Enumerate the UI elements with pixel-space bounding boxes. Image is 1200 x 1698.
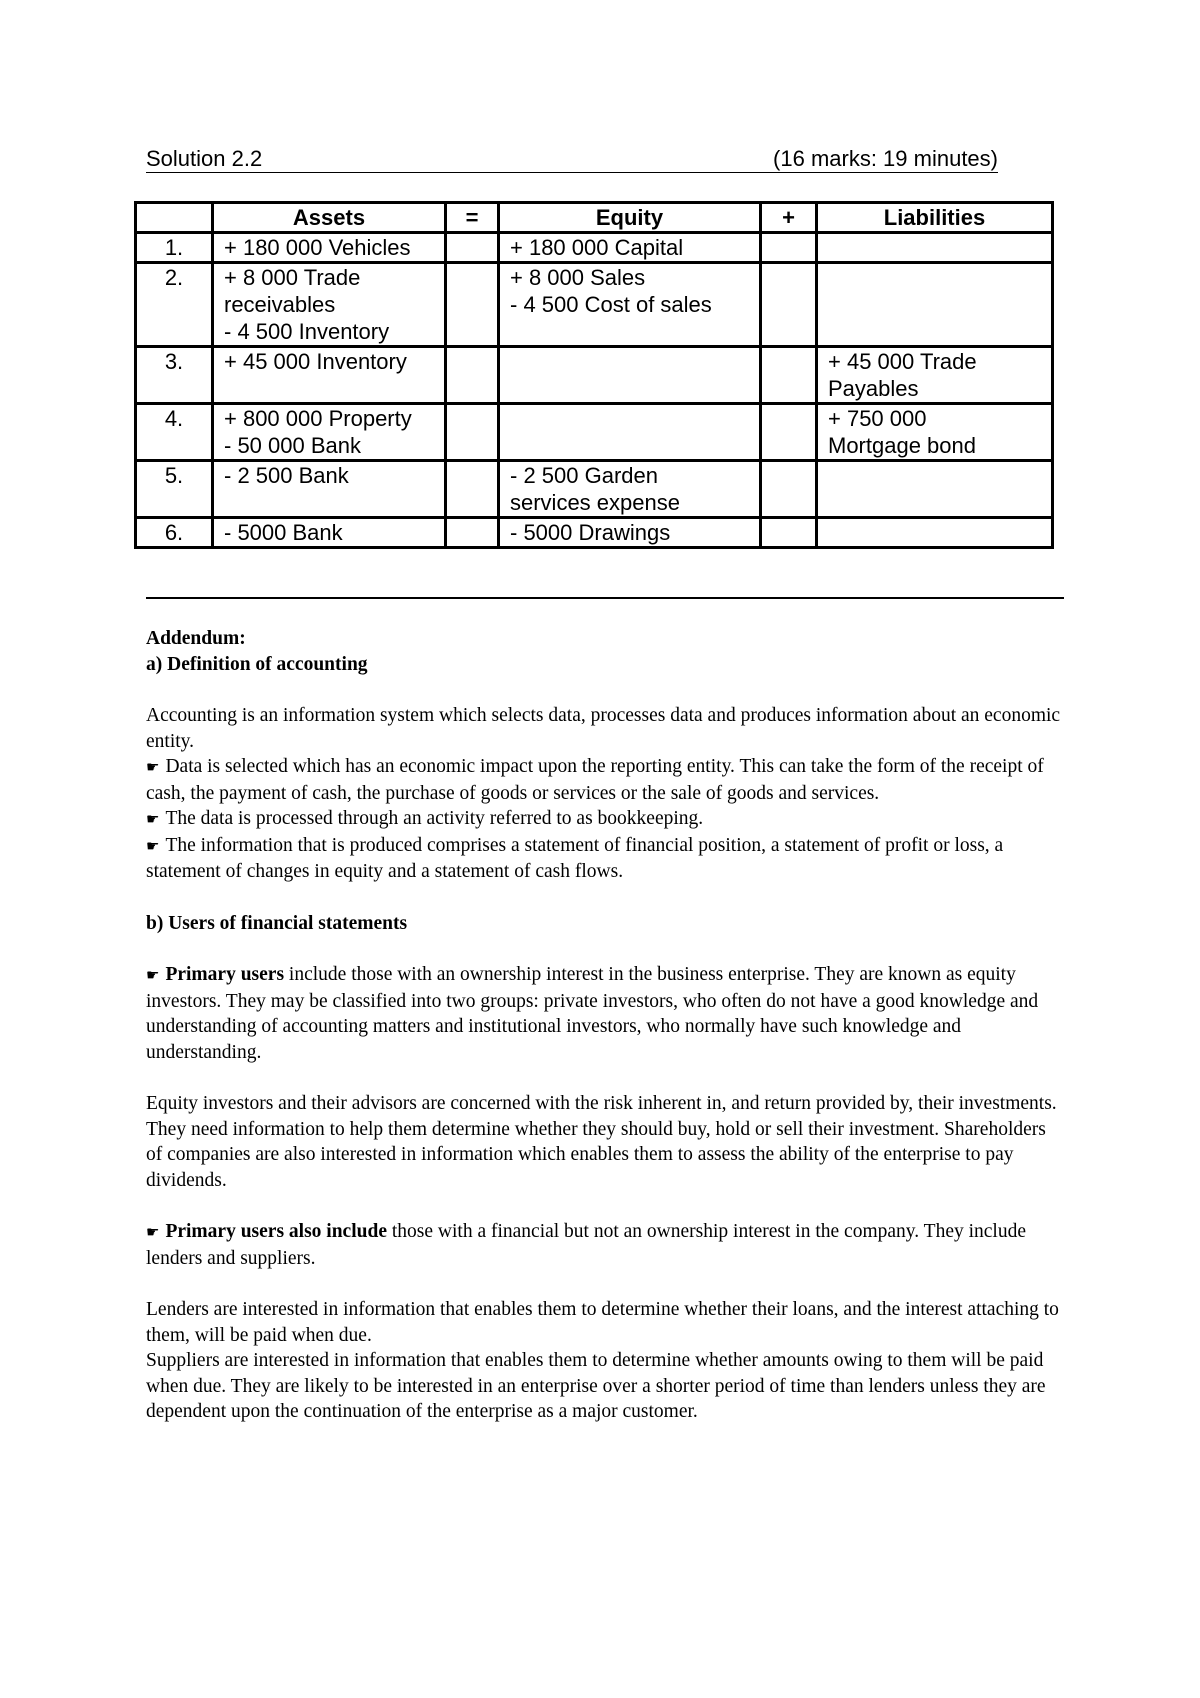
plus-cell	[761, 263, 817, 347]
assets-entry: receivables	[224, 292, 336, 317]
section-b-title: b) Users of financial statements	[146, 912, 408, 934]
pointing-hand-icon: ☛	[146, 966, 160, 984]
assets-entry: + 180 000 Vehicles	[224, 235, 411, 260]
liabilities-cell	[817, 518, 1053, 548]
assets-entry: - 50 000 Bank	[224, 433, 361, 458]
liabilities-entry: + 750 000	[828, 406, 927, 431]
liabilities-entry: Mortgage bond	[828, 433, 976, 458]
definition-paragraph: Accounting is an information system which selects data, processes data and produces information about an economic entity.	[146, 705, 1061, 752]
header-assets: Assets	[213, 203, 446, 233]
pointing-hand-icon: ☛	[146, 810, 160, 828]
liabilities-cell	[817, 233, 1053, 263]
solution-title: Solution 2.2	[146, 146, 263, 171]
assets-cell	[213, 347, 446, 404]
equity-cell	[499, 404, 761, 461]
equity-entry: - 4 500 Cost of sales	[510, 292, 712, 317]
solution-heading	[146, 146, 998, 173]
header-liabilities: Liabilities	[817, 203, 1053, 233]
equals-cell	[446, 233, 499, 263]
equity-cell	[499, 263, 761, 347]
assets-cell	[213, 518, 446, 548]
addendum-label: Addendum:	[146, 628, 246, 649]
liabilities-cell	[817, 461, 1053, 518]
assets-cell	[213, 404, 446, 461]
definition-bullet: ☛ The information that is produced comprises a statement of financial position, a statement of profit or loss, a statement of changes in equity and a statement of cash flows.	[146, 834, 1004, 882]
assets-cell	[213, 263, 446, 347]
table-row	[136, 233, 1053, 263]
plus-cell	[761, 518, 817, 548]
liabilities-entry: + 45 000 Trade	[828, 349, 977, 374]
table-row	[136, 518, 1053, 548]
table-row	[136, 347, 1053, 404]
header-equals: =	[446, 203, 499, 233]
equals-cell	[446, 518, 499, 548]
equity-entry: - 5000 Drawings	[510, 520, 671, 545]
equity-entry: + 180 000 Capital	[510, 235, 684, 260]
equals-cell	[446, 404, 499, 461]
assets-entry: + 8 000 Trade	[224, 265, 361, 290]
users-paragraph: Equity investors and their advisors are concerned with the risk inherent in, and return provided by, their investments. They need information to help them determine whether they should buy, hold or sell their investment. Shareholders of companies are also interested in information which enables them to assess the ability of the enterprise to pay dividends.	[146, 1093, 1057, 1191]
definition-bullet: ☛ Data is selected which has an economic impact upon the reporting entity. This can take the form of the receipt of cash, the payment of cash, the purchase of goods or services or the sale of goods and services.	[146, 756, 1044, 804]
horizontal-rule	[146, 597, 1064, 599]
equity-cell	[499, 518, 761, 548]
assets-entry: - 2 500 Bank	[224, 463, 349, 488]
table-row	[136, 263, 1053, 347]
assets-cell	[213, 461, 446, 518]
addendum-section	[146, 626, 1066, 1425]
section-a-title: a) Definition of accounting	[146, 653, 368, 675]
equity-cell	[499, 347, 761, 404]
users-paragraph: Suppliers are interested in information that enables them to determine whether amounts owing to them will be paid when due. They are likely to be interested in an enterprise over a shorter period of time than lenders unless they are dependent upon the continuation of the enterprise as a major customer.	[146, 1350, 1046, 1422]
accounting-equation-table	[134, 201, 1054, 549]
row-number: 1.	[136, 233, 213, 263]
pointing-hand-icon: ☛	[146, 1223, 160, 1241]
header-plus: +	[761, 203, 817, 233]
plus-cell	[761, 461, 817, 518]
liabilities-cell	[817, 347, 1053, 404]
assets-cell	[213, 233, 446, 263]
table-row	[136, 461, 1053, 518]
table-row	[136, 404, 1053, 461]
equals-cell	[446, 347, 499, 404]
assets-entry: - 5000 Bank	[224, 520, 343, 545]
header-number	[136, 203, 213, 233]
users-paragraph: Lenders are interested in information that enables them to determine whether their loans, and the interest attaching to them, will be paid when due.	[146, 1299, 1059, 1346]
solution-marks: (16 marks: 19 minutes)	[773, 146, 998, 171]
row-number: 6.	[136, 518, 213, 548]
definition-bullet: ☛ The data is processed through an activity referred to as bookkeeping.	[146, 808, 704, 829]
liabilities-cell	[817, 263, 1053, 347]
assets-entry: + 800 000 Property	[224, 406, 412, 431]
row-number: 2.	[136, 263, 213, 347]
plus-cell	[761, 404, 817, 461]
users-bullet: ☛ Primary users include those with an ownership interest in the business enterprise. They are known as equity investors. They may be classified into two groups: private investors, who often do not have a good knowledge and understanding of accounting matters and institutional investors, who normally have such knowledge and understanding.	[146, 964, 1039, 1063]
pointing-hand-icon: ☛	[146, 758, 160, 776]
row-number: 3.	[136, 347, 213, 404]
row-number: 4.	[136, 404, 213, 461]
pointing-hand-icon: ☛	[146, 836, 160, 855]
equity-cell	[499, 233, 761, 263]
plus-cell	[761, 233, 817, 263]
assets-entry: - 4 500 Inventory	[224, 319, 390, 344]
liabilities-entry: Payables	[828, 376, 919, 401]
assets-entry: + 45 000 Inventory	[224, 349, 407, 374]
equity-entry: + 8 000 Sales	[510, 265, 646, 290]
table-header-row	[136, 203, 1053, 233]
plus-cell	[761, 347, 817, 404]
equals-cell	[446, 263, 499, 347]
equity-cell	[499, 461, 761, 518]
equity-entry: services expense	[510, 490, 680, 515]
equals-cell	[446, 461, 499, 518]
row-number: 5.	[136, 461, 213, 518]
users-bullet: ☛ Primary users also include those with a financial but not an ownership interest in the company. They include lenders and suppliers.	[146, 1221, 1026, 1269]
equity-entry: - 2 500 Garden	[510, 463, 658, 488]
liabilities-cell	[817, 404, 1053, 461]
header-equity: Equity	[499, 203, 761, 233]
